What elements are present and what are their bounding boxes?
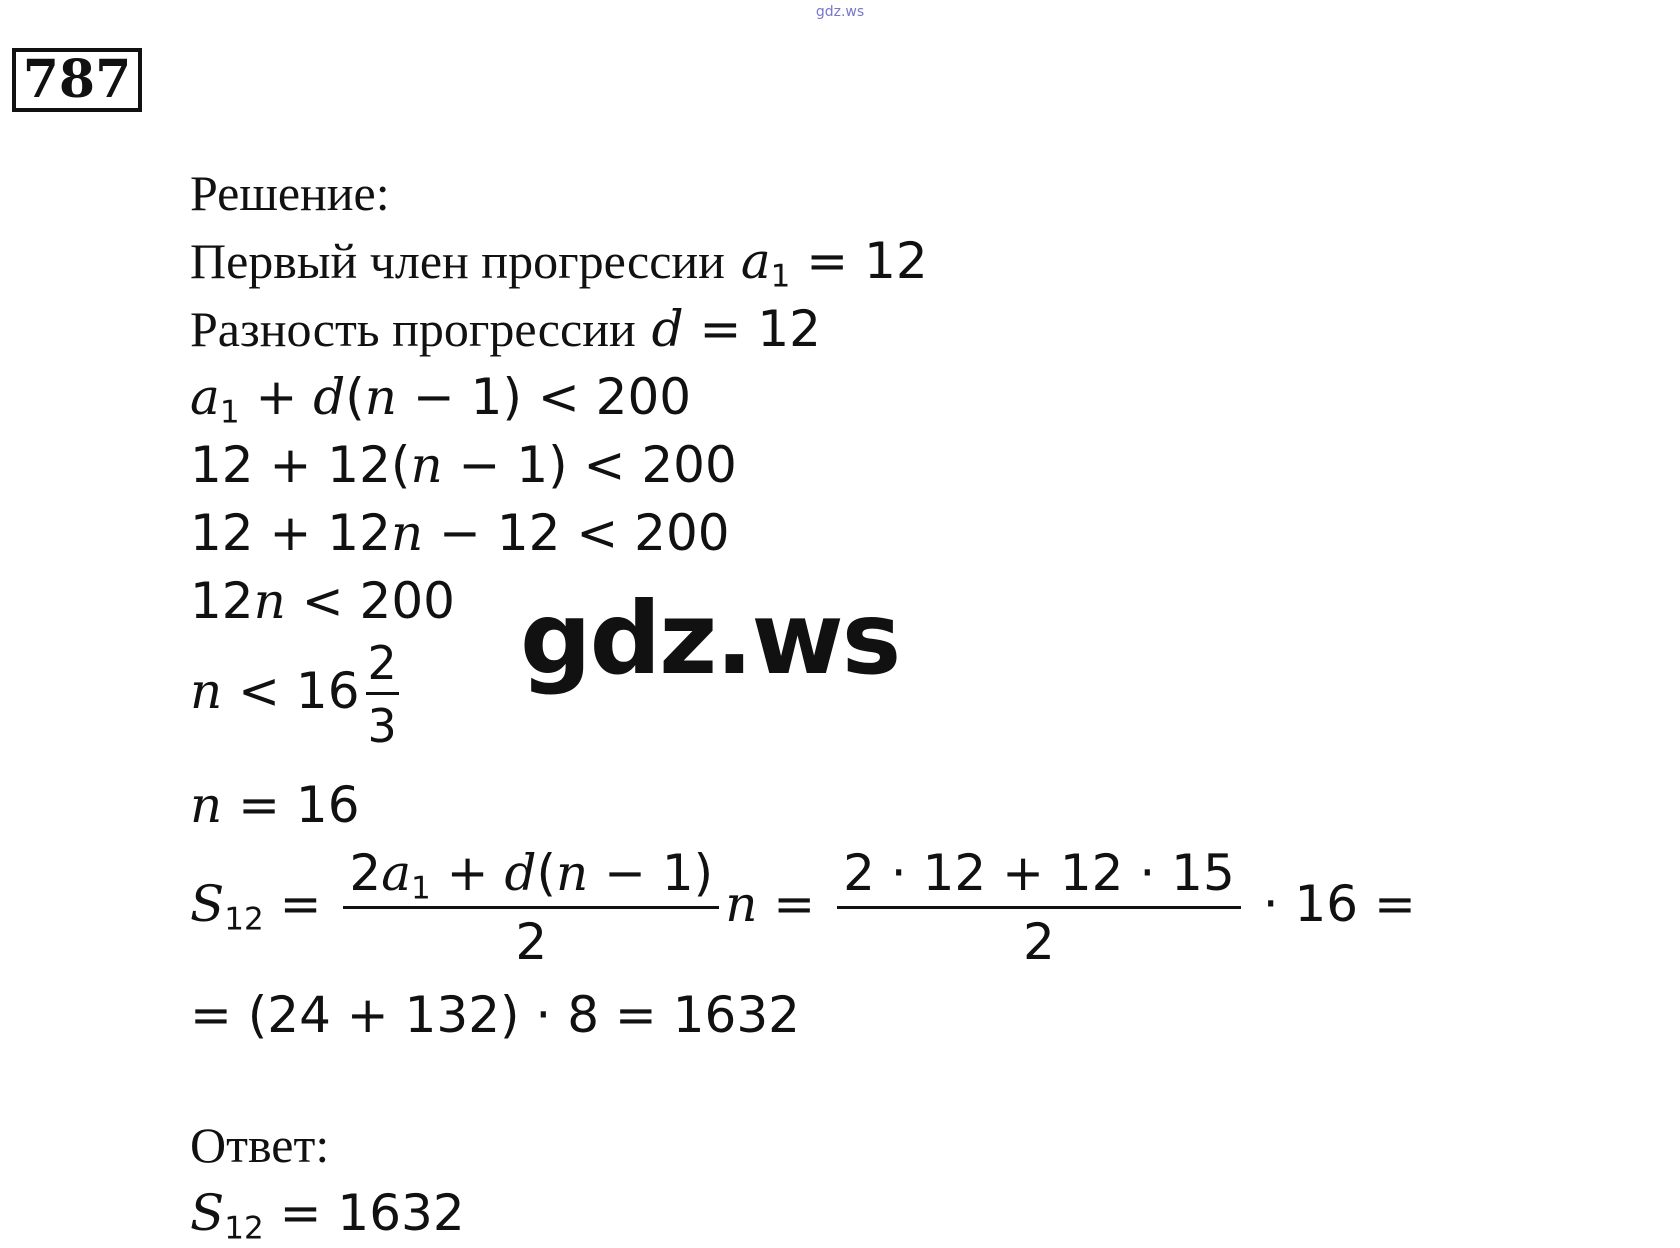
sum-fraction-general-num xyxy=(343,844,719,909)
difference-line xyxy=(190,300,821,358)
sum-fraction-numeric-den: 2 xyxy=(1023,913,1055,971)
ineq3-n: n xyxy=(390,504,424,562)
fraction-numerator: 2 xyxy=(366,640,399,695)
f1-num-d: d xyxy=(504,844,537,902)
sum-tail: · 16 = xyxy=(1246,875,1416,933)
difference-value: = 12 xyxy=(699,300,821,358)
first-term-sub: 1 xyxy=(770,258,791,295)
ineq1-a-sub: 1 xyxy=(219,394,240,431)
ineq1-open: ( xyxy=(345,368,365,426)
difference-var: d xyxy=(651,300,684,358)
inequality-simplified xyxy=(190,572,455,630)
answer-heading: Ответ: xyxy=(190,1117,330,1173)
answer-s: S xyxy=(190,1184,225,1242)
first-term-line xyxy=(190,232,928,295)
sum-fraction-general xyxy=(343,844,719,971)
sum-fraction-numeric xyxy=(837,844,1241,971)
ineq5-n: n xyxy=(190,662,223,720)
f1-num-plus: + xyxy=(430,844,505,902)
f1-num-rest: − 1) xyxy=(588,844,714,902)
task-number: 787 xyxy=(12,48,142,112)
sum-fraction-numeric-num: 2 · 12 + 12 · 15 xyxy=(837,848,1241,909)
ineq5-rel: < 16 xyxy=(222,662,360,720)
f1-num-sub: 1 xyxy=(411,870,431,907)
inequality-general xyxy=(190,368,692,431)
n-result xyxy=(190,776,360,834)
difference-label: Разность прогрессии xyxy=(190,301,636,357)
ineq4-left: 12 xyxy=(190,572,254,630)
sum-s: S xyxy=(190,875,225,933)
ineq2-rest: − 1) < 200 xyxy=(442,436,737,494)
answer-s-sub: 12 xyxy=(224,1210,264,1247)
fraction-denominator: 3 xyxy=(367,699,397,753)
ineq2-left: 12 + 12( xyxy=(190,436,411,494)
inequality-substituted xyxy=(190,436,737,494)
sum-fraction-general-den: 2 xyxy=(515,913,548,971)
ineq3-rest: − 12 < 200 xyxy=(423,504,730,562)
sum-mid-n: n xyxy=(725,875,758,933)
f1-num-open: ( xyxy=(536,844,556,902)
sum-eq: = xyxy=(263,875,338,933)
first-term-var: a xyxy=(740,232,771,290)
f1-num-n: n xyxy=(555,844,589,902)
fraction-two-thirds xyxy=(366,636,399,753)
n-result-value: = 16 xyxy=(222,776,360,834)
ineq3-left: 12 + 12 xyxy=(190,504,391,562)
inequality-expanded xyxy=(190,504,730,562)
answer-value xyxy=(190,1184,465,1247)
f1-num-pre: 2 xyxy=(349,844,382,902)
sum-continuation: = (24 + 132) · 8 = 1632 xyxy=(190,986,800,1044)
ineq2-n: n xyxy=(410,436,443,494)
ineq1-a: a xyxy=(190,368,220,426)
solution-heading: Решение: xyxy=(190,165,390,221)
site-mark: gdz.ws xyxy=(815,4,865,20)
sum-mid-eq: = xyxy=(757,875,832,933)
ineq1-rest: − 1) < 200 xyxy=(396,368,692,426)
ineq1-n: n xyxy=(364,368,397,426)
f1-num-a: a xyxy=(381,844,412,902)
sum-s-sub: 12 xyxy=(224,901,264,938)
n-result-var: n xyxy=(190,776,223,834)
ineq1-plus: + xyxy=(239,368,314,426)
watermark: gdz.ws xyxy=(520,580,900,697)
first-term-value: = 12 xyxy=(806,232,928,290)
ineq4-rest: < 200 xyxy=(285,572,455,630)
ineq4-n: n xyxy=(253,572,286,630)
ineq1-d: d xyxy=(313,368,346,426)
first-term-label: Первый член прогрессии xyxy=(190,233,725,289)
sum-formula xyxy=(190,844,1416,971)
inequality-n-bound xyxy=(190,636,405,753)
answer-rest: = 1632 xyxy=(263,1184,465,1242)
